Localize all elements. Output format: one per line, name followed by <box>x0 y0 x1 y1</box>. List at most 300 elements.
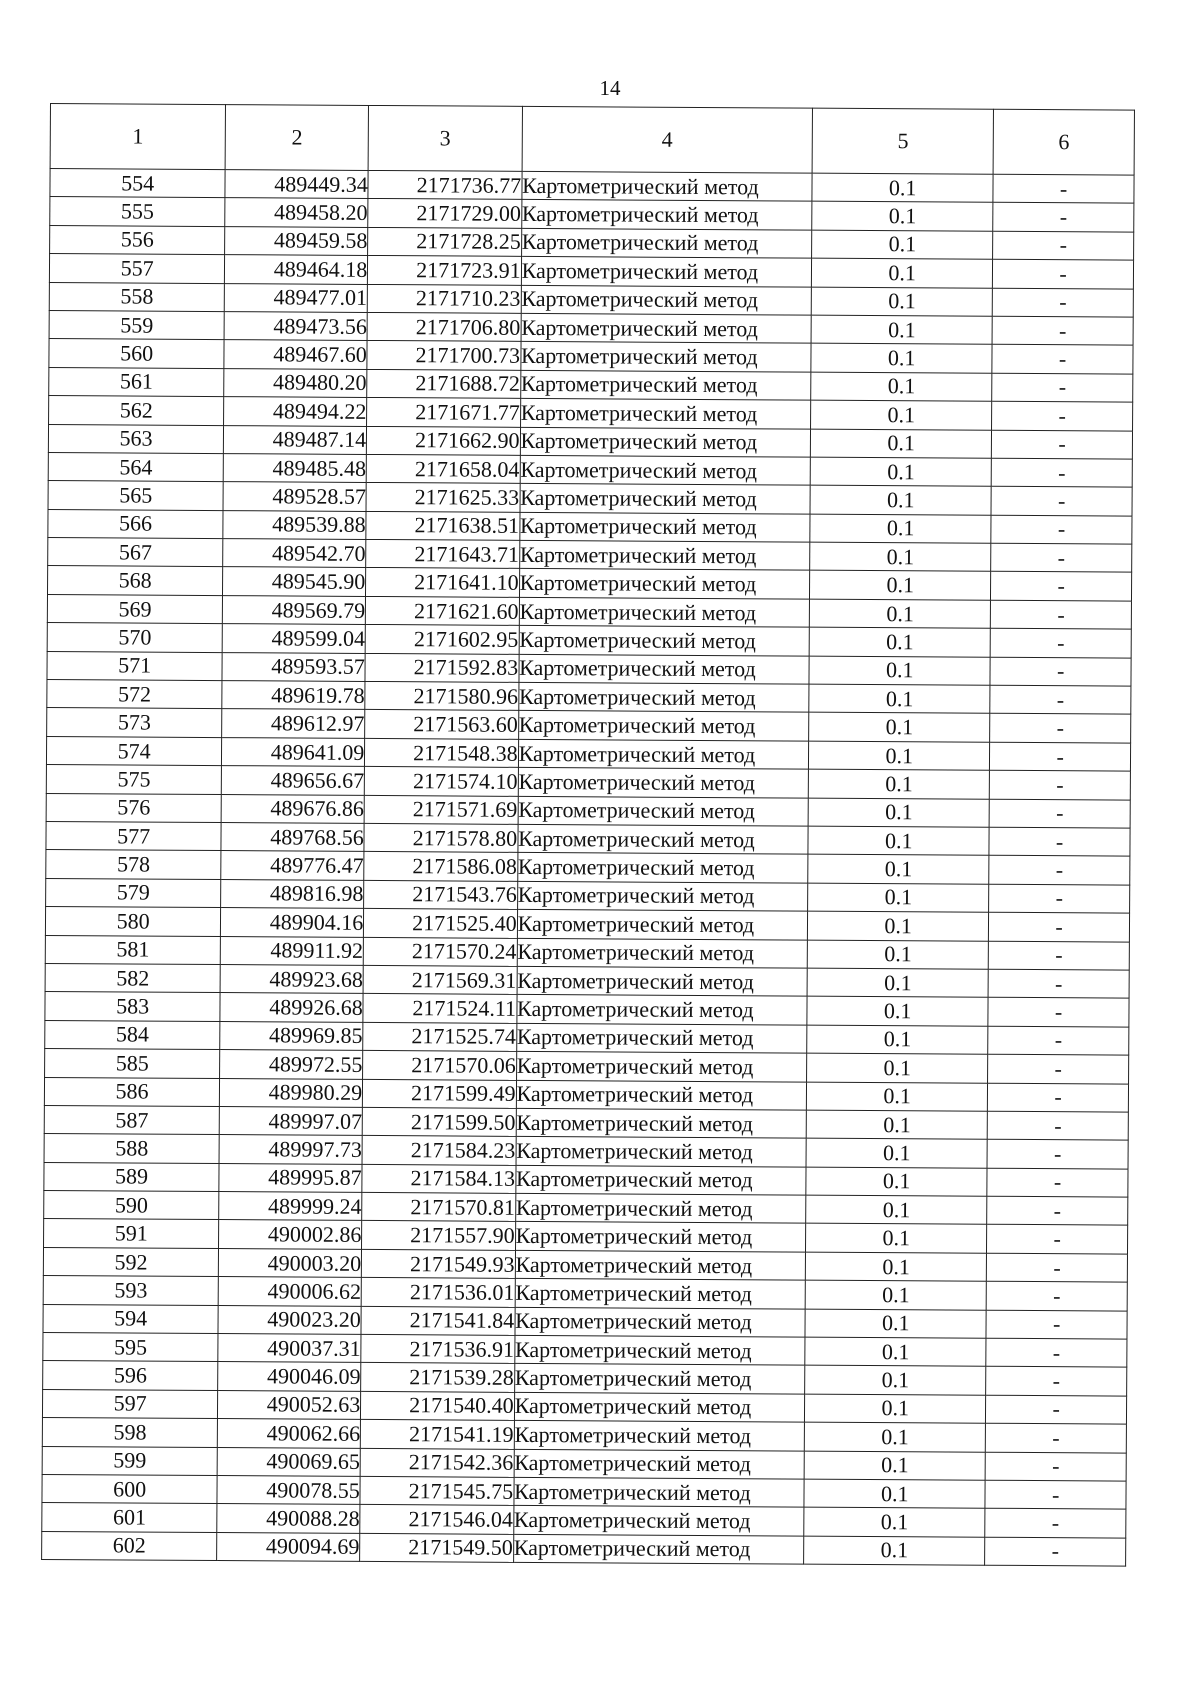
accuracy-cell: 0.1 <box>807 1025 988 1054</box>
method-cell: Картометрический метод <box>518 711 809 741</box>
note-cell: - <box>991 543 1132 572</box>
y-coordinate-cell: 2171541.84 <box>361 1306 515 1335</box>
point-number-cell: 566 <box>48 509 223 538</box>
y-coordinate-cell: 2171625.33 <box>366 483 520 512</box>
method-cell: Картометрический метод <box>521 257 812 287</box>
note-cell: - <box>986 1338 1127 1367</box>
accuracy-cell: 0.1 <box>812 202 993 231</box>
note-cell: - <box>990 770 1131 799</box>
y-coordinate-cell: 2171578.80 <box>364 823 518 852</box>
accuracy-cell: 0.1 <box>806 1167 987 1196</box>
method-cell: Картометрический метод <box>520 484 811 514</box>
x-coordinate-cell: 489926.68 <box>220 993 363 1022</box>
y-coordinate-cell: 2171540.40 <box>361 1391 515 1420</box>
y-coordinate-cell: 2171524.11 <box>363 994 517 1023</box>
method-cell: Картометрический метод <box>514 1364 805 1394</box>
note-cell: - <box>985 1480 1126 1509</box>
accuracy-cell: 0.1 <box>811 400 992 429</box>
method-cell: Картометрический метод <box>515 1165 806 1195</box>
note-cell: - <box>992 345 1133 374</box>
x-coordinate-cell: 489477.01 <box>225 283 368 312</box>
method-cell: Картометрический метод <box>516 1080 807 1110</box>
x-coordinate-cell: 489980.29 <box>220 1078 363 1107</box>
y-coordinate-cell: 2171584.13 <box>362 1164 516 1193</box>
column-header-3: 3 <box>368 105 522 171</box>
accuracy-cell: 0.1 <box>804 1479 985 1508</box>
method-cell: Картометрический метод <box>518 682 809 712</box>
point-number-cell: 583 <box>45 992 220 1021</box>
method-cell: Картометрический метод <box>519 569 810 599</box>
x-coordinate-cell: 489569.79 <box>223 595 366 624</box>
note-cell: - <box>988 1054 1129 1083</box>
method-cell: Картометрический метод <box>517 966 808 996</box>
note-cell: - <box>987 1253 1128 1282</box>
point-number-cell: 585 <box>45 1049 220 1078</box>
x-coordinate-cell: 490023.20 <box>218 1305 361 1334</box>
note-cell: - <box>991 515 1132 544</box>
method-cell: Картометрический метод <box>515 1250 806 1280</box>
y-coordinate-cell: 2171638.51 <box>366 511 520 540</box>
point-number-cell: 588 <box>44 1134 219 1163</box>
method-cell: Картометрический метод <box>521 228 812 258</box>
x-coordinate-cell: 489480.20 <box>224 368 367 397</box>
method-cell: Картометрический метод <box>515 1307 806 1337</box>
accuracy-cell: 0.1 <box>804 1507 985 1536</box>
y-coordinate-cell: 2171729.00 <box>368 199 522 228</box>
method-cell: Картометрический метод <box>517 910 808 940</box>
method-cell: Картометрический метод <box>519 597 810 627</box>
accuracy-cell: 0.1 <box>806 1224 987 1253</box>
accuracy-cell: 0.1 <box>807 940 988 969</box>
y-coordinate-cell: 2171710.23 <box>367 284 521 313</box>
note-cell: - <box>991 458 1132 487</box>
column-header-1: 1 <box>50 104 226 170</box>
x-coordinate-cell: 489768.56 <box>221 823 364 852</box>
y-coordinate-cell: 2171542.36 <box>360 1448 514 1477</box>
accuracy-cell: 0.1 <box>809 627 990 656</box>
point-number-cell: 567 <box>48 538 223 567</box>
x-coordinate-cell: 490069.65 <box>217 1447 360 1476</box>
y-coordinate-cell: 2171728.25 <box>368 227 522 256</box>
accuracy-cell: 0.1 <box>810 599 991 628</box>
note-cell: - <box>986 1310 1127 1339</box>
column-header-2: 2 <box>225 105 368 171</box>
point-number-cell: 574 <box>46 736 221 765</box>
accuracy-cell: 0.1 <box>808 855 989 884</box>
x-coordinate-cell: 489487.14 <box>224 425 367 454</box>
x-coordinate-cell: 489911.92 <box>221 936 364 965</box>
note-cell: - <box>993 231 1134 260</box>
note-cell: - <box>986 1395 1127 1424</box>
point-number-cell: 568 <box>47 566 222 595</box>
note-cell: - <box>987 1168 1128 1197</box>
point-number-cell: 595 <box>43 1332 218 1361</box>
y-coordinate-cell: 2171546.04 <box>360 1505 514 1534</box>
x-coordinate-cell: 489542.70 <box>223 539 366 568</box>
point-number-cell: 561 <box>49 367 224 396</box>
point-number-cell: 599 <box>42 1446 217 1475</box>
y-coordinate-cell: 2171586.08 <box>364 852 518 881</box>
note-cell: - <box>989 912 1130 941</box>
x-coordinate-cell: 489816.98 <box>221 879 364 908</box>
accuracy-cell: 0.1 <box>808 883 989 912</box>
accuracy-cell: 0.1 <box>808 911 989 940</box>
y-coordinate-cell: 2171671.77 <box>367 398 521 427</box>
point-number-cell: 579 <box>46 878 221 907</box>
accuracy-cell: 0.1 <box>805 1309 986 1338</box>
y-coordinate-cell: 2171643.71 <box>366 540 520 569</box>
point-number-cell: 591 <box>44 1219 219 1248</box>
method-cell: Картометрический метод <box>514 1477 805 1507</box>
x-coordinate-cell: 489676.86 <box>221 794 364 823</box>
point-number-cell: 582 <box>45 963 220 992</box>
point-number-cell: 577 <box>46 821 221 850</box>
point-number-cell: 587 <box>44 1105 219 1134</box>
x-coordinate-cell: 489776.47 <box>221 851 364 880</box>
method-cell: Картометрический метод <box>518 768 809 798</box>
point-number-cell: 557 <box>49 254 224 283</box>
accuracy-cell: 0.1 <box>805 1422 986 1451</box>
table-body <box>42 169 1134 1567</box>
table-header-row <box>50 104 1134 176</box>
point-number-cell: 563 <box>48 424 223 453</box>
note-cell: - <box>987 1111 1128 1140</box>
method-cell: Картометрический метод <box>519 512 810 542</box>
note-cell: - <box>987 1196 1128 1225</box>
method-cell: Картометрический метод <box>516 1051 807 1081</box>
y-coordinate-cell: 2171525.40 <box>364 909 518 938</box>
note-cell: - <box>989 799 1130 828</box>
note-cell: - <box>987 1140 1128 1169</box>
method-cell: Картометрический метод <box>519 626 810 656</box>
accuracy-cell: 0.1 <box>805 1366 986 1395</box>
point-number-cell: 594 <box>43 1304 218 1333</box>
note-cell: - <box>991 487 1132 516</box>
x-coordinate-cell: 489464.18 <box>225 255 368 284</box>
x-coordinate-cell: 489997.73 <box>219 1135 362 1164</box>
method-cell: Картометрический метод <box>521 285 812 315</box>
accuracy-cell: 0.1 <box>811 343 992 372</box>
accuracy-cell: 0.1 <box>812 173 993 202</box>
method-cell: Картометрический метод <box>521 200 812 230</box>
x-coordinate-cell: 490078.55 <box>217 1476 360 1505</box>
method-cell: Картометрический метод <box>514 1392 805 1422</box>
method-cell: Картометрический метод <box>514 1335 805 1365</box>
y-coordinate-cell: 2171570.81 <box>362 1192 516 1221</box>
y-coordinate-cell: 2171574.10 <box>365 767 519 796</box>
note-cell: - <box>986 1423 1127 1452</box>
method-cell: Картометрический метод <box>513 1506 804 1536</box>
y-coordinate-cell: 2171621.60 <box>366 596 520 625</box>
method-cell: Картометрический метод <box>517 995 808 1025</box>
x-coordinate-cell: 490003.20 <box>219 1248 362 1277</box>
accuracy-cell: 0.1 <box>808 798 989 827</box>
y-coordinate-cell: 2171688.72 <box>367 369 521 398</box>
x-coordinate-cell: 489528.57 <box>223 482 366 511</box>
x-coordinate-cell: 489458.20 <box>225 198 368 227</box>
x-coordinate-cell: 489619.78 <box>222 681 365 710</box>
accuracy-cell: 0.1 <box>806 1195 987 1224</box>
method-cell: Картометрический метод <box>515 1279 806 1309</box>
method-cell: Картометрический метод <box>517 853 808 883</box>
point-number-cell: 592 <box>43 1247 218 1276</box>
note-cell: - <box>985 1452 1126 1481</box>
point-number-cell: 560 <box>49 339 224 368</box>
x-coordinate-cell: 489969.85 <box>220 1021 363 1050</box>
point-number-cell: 602 <box>42 1531 217 1560</box>
accuracy-cell: 0.1 <box>811 429 992 458</box>
point-number-cell: 598 <box>42 1418 217 1447</box>
accuracy-cell: 0.1 <box>810 542 991 571</box>
note-cell: - <box>988 941 1129 970</box>
note-cell: - <box>990 714 1131 743</box>
accuracy-cell: 0.1 <box>807 968 988 997</box>
y-coordinate-cell: 2171700.73 <box>367 341 521 370</box>
point-number-cell: 586 <box>44 1077 219 1106</box>
method-cell: Картометрический метод <box>520 370 811 400</box>
x-coordinate-cell: 489473.56 <box>224 312 367 341</box>
x-coordinate-cell: 489459.58 <box>225 226 368 255</box>
accuracy-cell: 0.1 <box>809 684 990 713</box>
point-number-cell: 558 <box>49 282 224 311</box>
point-number-cell: 596 <box>43 1361 218 1390</box>
y-coordinate-cell: 2171599.50 <box>362 1107 516 1136</box>
y-coordinate-cell: 2171549.50 <box>360 1533 514 1562</box>
method-cell: Картометрический метод <box>520 427 811 457</box>
point-number-cell: 580 <box>45 907 220 936</box>
note-cell: - <box>990 742 1131 771</box>
note-cell: - <box>992 288 1133 317</box>
point-number-cell: 589 <box>44 1162 219 1191</box>
x-coordinate-cell: 490006.62 <box>218 1277 361 1306</box>
method-cell: Картометрический метод <box>520 399 811 429</box>
accuracy-cell: 0.1 <box>808 826 989 855</box>
method-cell: Картометрический метод <box>515 1193 806 1223</box>
accuracy-cell: 0.1 <box>810 485 991 514</box>
y-coordinate-cell: 2171525.74 <box>363 1022 517 1051</box>
point-number-cell: 581 <box>45 935 220 964</box>
y-coordinate-cell: 2171541.19 <box>361 1420 515 1449</box>
method-cell: Картометрический метод <box>522 171 813 201</box>
accuracy-cell: 0.1 <box>809 656 990 685</box>
x-coordinate-cell: 490002.86 <box>219 1220 362 1249</box>
note-cell: - <box>992 373 1133 402</box>
note-cell: - <box>993 259 1134 288</box>
note-cell: - <box>989 827 1130 856</box>
y-coordinate-cell: 2171580.96 <box>365 681 519 710</box>
method-cell: Картометрический метод <box>518 796 809 826</box>
accuracy-cell: 0.1 <box>806 1252 987 1281</box>
note-cell: - <box>991 572 1132 601</box>
accuracy-cell: 0.1 <box>810 457 991 486</box>
method-cell: Картометрический метод <box>521 342 812 372</box>
point-number-cell: 576 <box>46 793 221 822</box>
y-coordinate-cell: 2171592.83 <box>365 653 519 682</box>
x-coordinate-cell: 489999.24 <box>219 1192 362 1221</box>
method-cell: Картометрический метод <box>517 881 808 911</box>
x-coordinate-cell: 489612.97 <box>222 709 365 738</box>
method-cell: Картометрический метод <box>519 654 810 684</box>
note-cell: - <box>986 1281 1127 1310</box>
method-cell: Картометрический метод <box>515 1222 806 1252</box>
y-coordinate-cell: 2171584.23 <box>362 1136 516 1165</box>
y-coordinate-cell: 2171662.90 <box>367 426 521 455</box>
x-coordinate-cell: 489656.67 <box>222 766 365 795</box>
accuracy-cell: 0.1 <box>808 769 989 798</box>
point-number-cell: 573 <box>47 708 222 737</box>
y-coordinate-cell: 2171641.10 <box>366 568 520 597</box>
y-coordinate-cell: 2171736.77 <box>368 170 522 199</box>
accuracy-cell: 0.1 <box>809 741 990 770</box>
note-cell: - <box>991 600 1132 629</box>
accuracy-cell: 0.1 <box>812 258 993 287</box>
y-coordinate-cell: 2171706.80 <box>367 312 521 341</box>
note-cell: - <box>987 1225 1128 1254</box>
y-coordinate-cell: 2171723.91 <box>368 256 522 285</box>
y-coordinate-cell: 2171536.01 <box>361 1278 515 1307</box>
coordinates-sheet <box>41 103 1135 1567</box>
note-cell: - <box>989 856 1130 885</box>
accuracy-cell: 0.1 <box>807 1053 988 1082</box>
method-cell: Картометрический метод <box>514 1449 805 1479</box>
method-cell: Картометрический метод <box>519 540 810 570</box>
point-number-cell: 571 <box>47 651 222 680</box>
y-coordinate-cell: 2171658.04 <box>366 454 520 483</box>
method-cell: Картометрический метод <box>521 313 812 343</box>
note-cell: - <box>990 629 1131 658</box>
point-number-cell: 565 <box>48 481 223 510</box>
method-cell: Картометрический метод <box>513 1534 804 1564</box>
x-coordinate-cell: 490037.31 <box>218 1334 361 1363</box>
method-cell: Картометрический метод <box>516 1137 807 1167</box>
point-number-cell: 584 <box>45 1020 220 1049</box>
note-cell: - <box>988 1026 1129 1055</box>
method-cell: Картометрический метод <box>518 824 809 854</box>
note-cell: - <box>992 430 1133 459</box>
y-coordinate-cell: 2171570.06 <box>363 1051 517 1080</box>
column-header-6: 6 <box>993 109 1134 175</box>
note-cell: - <box>986 1367 1127 1396</box>
method-cell: Картометрический метод <box>518 739 809 769</box>
point-number-cell: 564 <box>48 452 223 481</box>
x-coordinate-cell: 489641.09 <box>222 737 365 766</box>
point-number-cell: 570 <box>47 623 222 652</box>
y-coordinate-cell: 2171563.60 <box>365 710 519 739</box>
x-coordinate-cell: 489485.48 <box>223 453 366 482</box>
note-cell: - <box>988 969 1129 998</box>
page-number: 14 <box>599 76 621 100</box>
method-cell: Картометрический метод <box>516 1108 807 1138</box>
accuracy-cell: 0.1 <box>806 1110 987 1139</box>
y-coordinate-cell: 2171549.93 <box>362 1249 516 1278</box>
column-header-4: 4 <box>522 106 813 173</box>
y-coordinate-cell: 2171557.90 <box>362 1221 516 1250</box>
note-cell: - <box>993 174 1134 203</box>
note-cell: - <box>985 1537 1126 1566</box>
note-cell: - <box>990 657 1131 686</box>
x-coordinate-cell: 490094.69 <box>217 1532 360 1561</box>
point-number-cell: 601 <box>42 1503 217 1532</box>
accuracy-cell: 0.1 <box>811 315 992 344</box>
note-cell: - <box>985 1509 1126 1538</box>
point-number-cell: 575 <box>46 765 221 794</box>
note-cell: - <box>988 1083 1129 1112</box>
accuracy-cell: 0.1 <box>805 1394 986 1423</box>
y-coordinate-cell: 2171536.91 <box>361 1334 515 1363</box>
accuracy-cell: 0.1 <box>812 230 993 259</box>
accuracy-cell: 0.1 <box>807 996 988 1025</box>
accuracy-cell: 0.1 <box>807 1082 988 1111</box>
accuracy-cell: 0.1 <box>804 1536 985 1565</box>
point-number-cell: 590 <box>44 1191 219 1220</box>
y-coordinate-cell: 2171545.75 <box>360 1476 514 1505</box>
point-number-cell: 559 <box>49 310 224 339</box>
x-coordinate-cell: 490052.63 <box>218 1390 361 1419</box>
accuracy-cell: 0.1 <box>811 372 992 401</box>
x-coordinate-cell: 489467.60 <box>224 340 367 369</box>
x-coordinate-cell: 489997.07 <box>219 1106 362 1135</box>
y-coordinate-cell: 2171569.31 <box>363 965 517 994</box>
x-coordinate-cell: 489545.90 <box>223 567 366 596</box>
note-cell: - <box>993 203 1134 232</box>
table-row <box>42 1531 1126 1566</box>
point-number-cell: 600 <box>42 1474 217 1503</box>
note-cell: - <box>989 884 1130 913</box>
point-number-cell: 555 <box>50 197 225 226</box>
x-coordinate-cell: 489923.68 <box>220 964 363 993</box>
x-coordinate-cell: 489904.16 <box>221 908 364 937</box>
column-header-5: 5 <box>812 108 993 174</box>
note-cell: - <box>990 685 1131 714</box>
x-coordinate-cell: 490046.09 <box>218 1362 361 1391</box>
note-cell: - <box>988 998 1129 1027</box>
method-cell: Картометрический метод <box>516 1023 807 1053</box>
point-number-cell: 569 <box>47 594 222 623</box>
accuracy-cell: 0.1 <box>806 1138 987 1167</box>
x-coordinate-cell: 489494.22 <box>224 397 367 426</box>
y-coordinate-cell: 2171539.28 <box>361 1363 515 1392</box>
point-number-cell: 562 <box>49 396 224 425</box>
accuracy-cell: 0.1 <box>810 514 991 543</box>
x-coordinate-cell: 489599.04 <box>222 624 365 653</box>
point-number-cell: 593 <box>43 1276 218 1305</box>
point-number-cell: 572 <box>47 680 222 709</box>
y-coordinate-cell: 2171548.38 <box>365 738 519 767</box>
point-number-cell: 554 <box>50 169 225 198</box>
accuracy-cell: 0.1 <box>810 571 991 600</box>
point-number-cell: 556 <box>50 225 225 254</box>
x-coordinate-cell: 490088.28 <box>217 1504 360 1533</box>
x-coordinate-cell: 490062.66 <box>218 1419 361 1448</box>
y-coordinate-cell: 2171602.95 <box>365 625 519 654</box>
method-cell: Картометрический метод <box>520 455 811 485</box>
point-number-cell: 578 <box>46 850 221 879</box>
note-cell: - <box>992 401 1133 430</box>
x-coordinate-cell: 489972.55 <box>220 1050 363 1079</box>
y-coordinate-cell: 2171571.69 <box>364 795 518 824</box>
point-number-cell: 597 <box>42 1389 217 1418</box>
method-cell: Картометрический метод <box>514 1421 805 1451</box>
x-coordinate-cell: 489539.88 <box>223 510 366 539</box>
coordinates-table <box>41 103 1135 1567</box>
y-coordinate-cell: 2171543.76 <box>364 880 518 909</box>
accuracy-cell: 0.1 <box>809 713 990 742</box>
note-cell: - <box>992 316 1133 345</box>
x-coordinate-cell: 489995.87 <box>219 1163 362 1192</box>
x-coordinate-cell: 489593.57 <box>222 652 365 681</box>
y-coordinate-cell: 2171599.49 <box>363 1079 517 1108</box>
x-coordinate-cell: 489449.34 <box>225 170 368 199</box>
